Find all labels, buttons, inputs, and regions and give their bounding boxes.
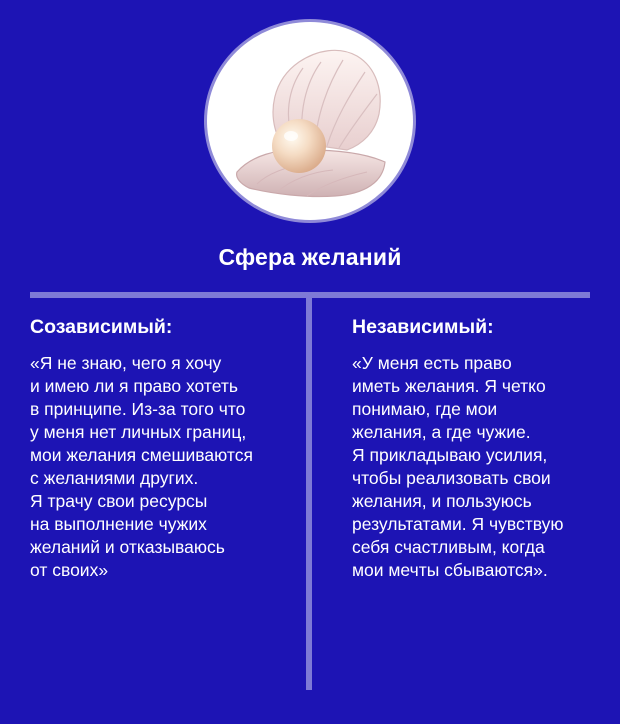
independent-column [352, 316, 620, 582]
codependent-heading: Созависимый: [30, 316, 173, 338]
codependent-column [30, 316, 300, 582]
independent-quote: «У меня есть право иметь желания. Я четко понимаю, где мои желания, а где чужие. Я прикладываю усилия, чтобы реализовать свои желания, и пользуюсь результатами. Я чувствую себя счастливым, когда мои мечты сбываются». [352, 353, 564, 580]
independent-heading: Независимый: [352, 316, 494, 338]
page-title: Сфера желаний [218, 244, 402, 270]
vertical-divider [306, 298, 312, 690]
codependent-quote: «Я не знаю, чего я хочу и имею ли я право хотеть в принципе. Из-за того что у меня нет личных границ, мои желания смешиваются с желаниями других. Я трачу свои ресурсы на выполнение чужих желаний и отказываюсь от своих» [30, 353, 253, 580]
hero-image [207, 22, 413, 220]
pearl-in-shell-icon [207, 22, 413, 220]
